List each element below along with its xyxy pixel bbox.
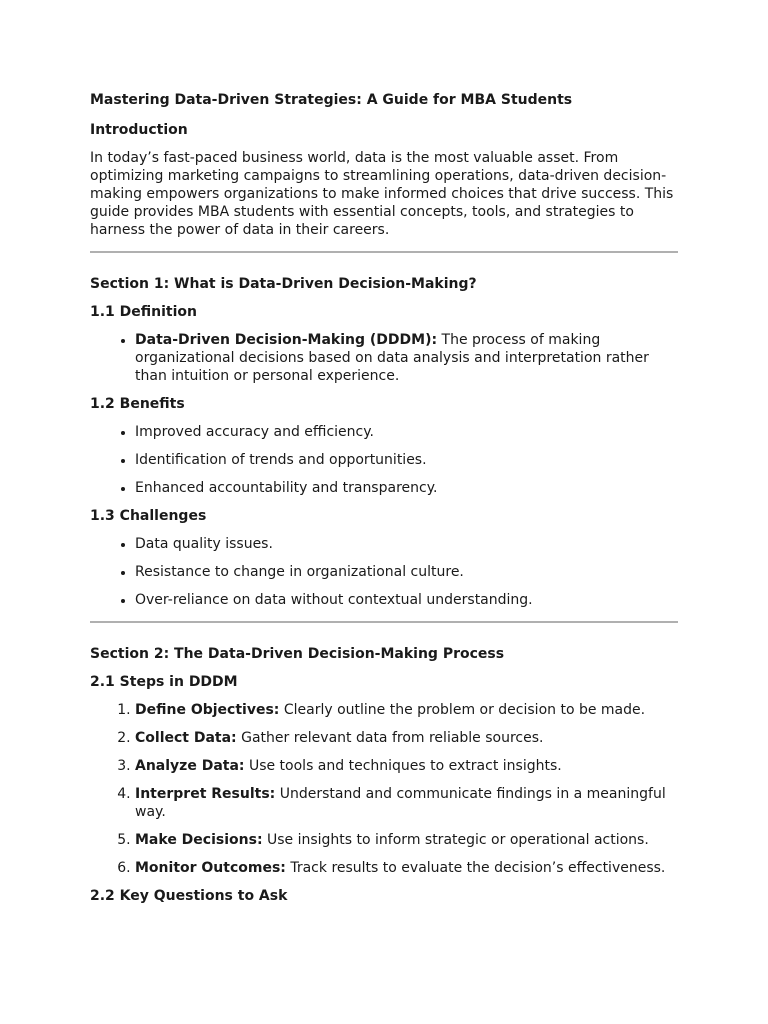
introduction-heading: Introduction — [90, 122, 188, 138]
benefit-item: • Improved accuracy and efficiency. — [135, 423, 678, 441]
document-title: Mastering Data-Driven Strategies: A Guide for MBA Students — [90, 92, 573, 108]
definition-text: The process of making organizational decisions based on data analysis and interpretation rather than intuition or personal experience. — [135, 332, 649, 384]
section-divider-1 — [90, 251, 678, 253]
step-term: Make Decisions: — [135, 832, 263, 848]
step-text: Track results to evaluate the decision’s effectiveness. — [285, 860, 666, 876]
section-divider-2 — [90, 621, 678, 623]
step-term: Define Objectives: — [135, 702, 280, 718]
step-item — [135, 701, 678, 719]
benefit-item: • Enhanced accountability and transparency. — [135, 479, 678, 497]
steps-heading: 2.1 Steps in DDDM — [90, 674, 238, 690]
section-2-heading: Section 2: The Data-Driven Decision-Making Process — [90, 646, 505, 662]
step-term: Collect Data: — [135, 730, 237, 746]
step-text: Gather relevant data from reliable sources. — [236, 730, 544, 746]
step-term: Monitor Outcomes: — [135, 860, 286, 876]
step-item — [135, 831, 678, 849]
benefits-list — [90, 423, 678, 497]
benefit-item: • Identification of trends and opportunities. — [135, 451, 678, 469]
step-text: Use insights to inform strategic or operational actions. — [262, 832, 649, 848]
step-text: Use tools and techniques to extract insights. — [244, 758, 562, 774]
step-term: Analyze Data: — [135, 758, 245, 774]
step-item — [135, 757, 678, 775]
challenge-item: • Data quality issues. — [135, 535, 678, 553]
step-term: Interpret Results: — [135, 786, 276, 802]
step-text: Understand and communicate findings in a meaningful way. — [135, 786, 666, 820]
challenge-item: • Resistance to change in organizational culture. — [135, 563, 678, 581]
step-text: Clearly outline the problem or decision to be made. — [279, 702, 646, 718]
step-item — [135, 729, 678, 747]
key-questions-heading: 2.2 Key Questions to Ask — [90, 888, 288, 904]
introduction-paragraph: In today’s fast-paced business world, data is the most valuable asset. From optimizing marketing campaigns to streamlining operations, data-driven decision-making empowers organizations to make informed choices that drive success. This guide provides MBA students with essential concepts, tools, and strategies to harness the power of data in their careers. — [90, 150, 674, 238]
definition-heading: 1.1 Definition — [90, 304, 198, 320]
definition-term: Data-Driven Decision-Making (DDDM): — [135, 332, 438, 348]
benefits-heading: 1.2 Benefits — [90, 396, 185, 412]
steps-list — [90, 701, 678, 877]
definition-item — [135, 331, 678, 385]
section-1-heading: Section 1: What is Data-Driven Decision-Making? — [90, 276, 477, 292]
challenge-item: • Over-reliance on data without contextual understanding. — [135, 591, 678, 609]
challenges-heading: 1.3 Challenges — [90, 508, 207, 524]
challenges-list — [90, 535, 678, 609]
definition-list — [90, 331, 678, 385]
step-item — [135, 859, 678, 877]
step-item — [135, 785, 678, 821]
